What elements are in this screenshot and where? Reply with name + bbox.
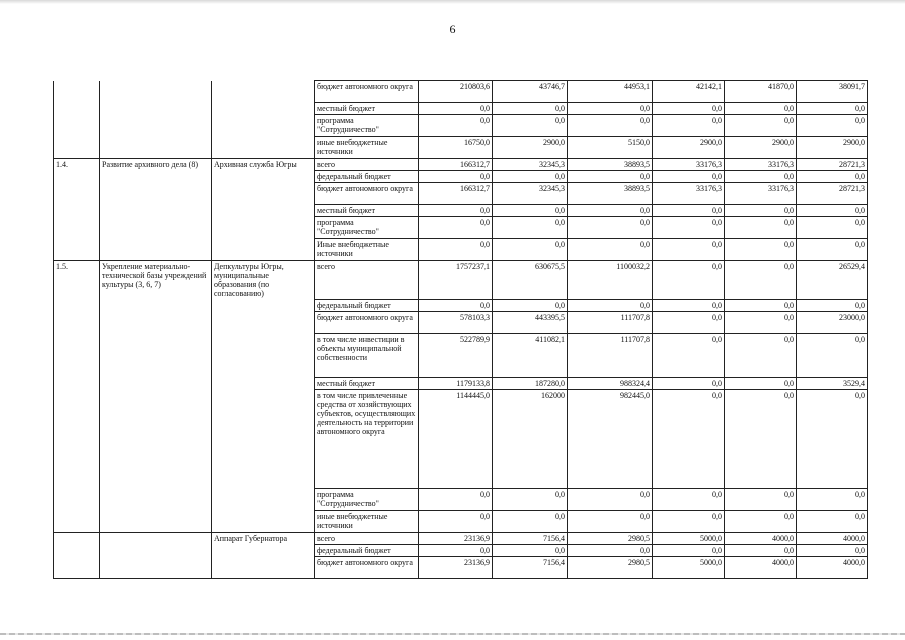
value-cell: 0,0: [493, 217, 568, 239]
value-cell: 7156,4: [493, 532, 568, 544]
value-cell: 210803,6: [419, 81, 493, 103]
value-cell: 4000,0: [797, 532, 868, 544]
value-cell: 33176,3: [653, 159, 725, 171]
value-cell: 0,0: [419, 299, 493, 311]
row-number: [54, 544, 100, 556]
row-executor: [212, 311, 315, 333]
row-number: 1.4.: [54, 159, 100, 171]
funding-source: всего: [315, 159, 419, 171]
value-cell: 0,0: [568, 239, 653, 261]
value-cell: 33176,3: [725, 183, 797, 205]
funding-source: в том числе инвестиции в объекты муниципальной собственности: [315, 333, 419, 377]
table-row: [54, 183, 868, 205]
value-cell: 411082,1: [493, 333, 568, 377]
value-cell: 0,0: [797, 103, 868, 115]
value-cell: 0,0: [797, 333, 868, 377]
row-name: [100, 81, 212, 103]
value-cell: 43746,7: [493, 81, 568, 103]
row-name: [100, 377, 212, 389]
value-cell: 0,0: [725, 205, 797, 217]
row-name: [100, 488, 212, 510]
funding-source: Иные внебюджетные источники: [315, 239, 419, 261]
value-cell: 988324,4: [568, 377, 653, 389]
value-cell: 0,0: [493, 205, 568, 217]
row-name: [100, 137, 212, 159]
funding-source: бюджет автономного округа: [315, 556, 419, 578]
table-row: [54, 544, 868, 556]
value-cell: 1144445,0: [419, 389, 493, 488]
value-cell: 166312,7: [419, 183, 493, 205]
funding-source: всего: [315, 261, 419, 300]
table-row: [54, 115, 868, 137]
value-cell: 0,0: [419, 239, 493, 261]
row-executor: [212, 183, 315, 205]
value-cell: 33176,3: [653, 183, 725, 205]
value-cell: 0,0: [493, 103, 568, 115]
funding-source: федеральный бюджет: [315, 544, 419, 556]
value-cell: 38091,7: [797, 81, 868, 103]
row-number: [54, 217, 100, 239]
value-cell: 0,0: [797, 217, 868, 239]
value-cell: 0,0: [797, 299, 868, 311]
value-cell: 32345,3: [493, 159, 568, 171]
row-executor: [212, 115, 315, 137]
value-cell: 0,0: [653, 171, 725, 183]
value-cell: 0,0: [653, 311, 725, 333]
value-cell: 0,0: [725, 377, 797, 389]
value-cell: 32345,3: [493, 183, 568, 205]
value-cell: 0,0: [725, 239, 797, 261]
row-executor: [212, 217, 315, 239]
value-cell: 23000,0: [797, 311, 868, 333]
row-number: [54, 81, 100, 103]
funding-source: бюджет автономного округа: [315, 183, 419, 205]
value-cell: 0,0: [725, 171, 797, 183]
value-cell: 2900,0: [797, 137, 868, 159]
value-cell: 5000,0: [653, 556, 725, 578]
row-name: [100, 544, 212, 556]
value-cell: 41870,0: [725, 81, 797, 103]
row-executor: [212, 137, 315, 159]
funding-source: иные внебюджетные источники: [315, 510, 419, 532]
value-cell: 0,0: [797, 389, 868, 488]
row-number: [54, 171, 100, 183]
table-row: [54, 205, 868, 217]
row-executor: [212, 81, 315, 103]
row-executor: [212, 377, 315, 389]
row-executor: [212, 556, 315, 578]
funding-table: [53, 80, 868, 579]
value-cell: 0,0: [568, 171, 653, 183]
row-name: [100, 389, 212, 488]
funding-source: программа "Сотрудничество": [315, 488, 419, 510]
value-cell: 443395,5: [493, 311, 568, 333]
value-cell: 0,0: [419, 103, 493, 115]
value-cell: 0,0: [568, 103, 653, 115]
row-number: [54, 510, 100, 532]
funding-source: местный бюджет: [315, 103, 419, 115]
row-executor: Депкультуры Югры, муниципальные образования (по согласованию): [212, 261, 315, 300]
value-cell: 982445,0: [568, 389, 653, 488]
table-row: [54, 556, 868, 578]
value-cell: 23136,9: [419, 556, 493, 578]
value-cell: 0,0: [653, 389, 725, 488]
row-name: [100, 183, 212, 205]
value-cell: 166312,7: [419, 159, 493, 171]
row-number: [54, 103, 100, 115]
table-row: [54, 261, 868, 300]
row-number: [54, 299, 100, 311]
value-cell: 0,0: [653, 377, 725, 389]
value-cell: 0,0: [653, 510, 725, 532]
value-cell: 0,0: [493, 299, 568, 311]
row-executor: Архивная служба Югры: [212, 159, 315, 171]
funding-source: федеральный бюджет: [315, 171, 419, 183]
row-name: [100, 333, 212, 377]
value-cell: 1757237,1: [419, 261, 493, 300]
value-cell: 0,0: [725, 217, 797, 239]
row-number: 1.5.: [54, 261, 100, 300]
table-row: [54, 377, 868, 389]
value-cell: 0,0: [493, 544, 568, 556]
value-cell: 0,0: [493, 488, 568, 510]
row-number: [54, 377, 100, 389]
value-cell: 0,0: [797, 510, 868, 532]
funding-source: в том числе привлеченные средства от хозяйствующих субъектов, осуществляющих деятельность на территории автономного округа: [315, 389, 419, 488]
row-name: Развитие архивного дела (8): [100, 159, 212, 171]
value-cell: 0,0: [653, 333, 725, 377]
value-cell: 578103,3: [419, 311, 493, 333]
value-cell: 0,0: [653, 299, 725, 311]
value-cell: 0,0: [653, 261, 725, 300]
value-cell: 0,0: [568, 205, 653, 217]
table-row: [54, 239, 868, 261]
funding-source: иные внебюджетные источники: [315, 137, 419, 159]
row-number: [54, 488, 100, 510]
value-cell: 0,0: [653, 239, 725, 261]
value-cell: 0,0: [725, 261, 797, 300]
row-number: [54, 137, 100, 159]
row-number: [54, 389, 100, 488]
row-number: [54, 239, 100, 261]
value-cell: 0,0: [725, 103, 797, 115]
table-row: [54, 333, 868, 377]
value-cell: 2900,0: [653, 137, 725, 159]
funding-source: программа "Сотрудничество": [315, 217, 419, 239]
value-cell: 0,0: [653, 544, 725, 556]
row-name: [100, 103, 212, 115]
row-name: [100, 510, 212, 532]
value-cell: 0,0: [419, 171, 493, 183]
value-cell: 0,0: [419, 488, 493, 510]
value-cell: 0,0: [797, 205, 868, 217]
value-cell: 522789,9: [419, 333, 493, 377]
funding-source: федеральный бюджет: [315, 299, 419, 311]
value-cell: 38893,5: [568, 159, 653, 171]
row-executor: [212, 488, 315, 510]
value-cell: 16750,0: [419, 137, 493, 159]
funding-source: бюджет автономного округа: [315, 311, 419, 333]
row-name: [100, 532, 212, 544]
value-cell: 2980,5: [568, 556, 653, 578]
funding-source: программа "Сотрудничество": [315, 115, 419, 137]
value-cell: 4000,0: [725, 556, 797, 578]
row-executor: Аппарат Губернатора: [212, 532, 315, 544]
table-row: [54, 81, 868, 103]
value-cell: 162000: [493, 389, 568, 488]
row-executor: [212, 205, 315, 217]
value-cell: 44953,1: [568, 81, 653, 103]
value-cell: 0,0: [725, 488, 797, 510]
row-name: [100, 217, 212, 239]
table-row: [54, 299, 868, 311]
row-number: [54, 183, 100, 205]
value-cell: 0,0: [653, 205, 725, 217]
value-cell: 0,0: [725, 510, 797, 532]
row-executor: [212, 389, 315, 488]
row-number: [54, 556, 100, 578]
row-number: [54, 115, 100, 137]
row-executor: [212, 544, 315, 556]
table-row: [54, 137, 868, 159]
value-cell: 2900,0: [493, 137, 568, 159]
row-number: [54, 311, 100, 333]
row-name: [100, 205, 212, 217]
value-cell: 111707,8: [568, 311, 653, 333]
value-cell: 0,0: [653, 488, 725, 510]
table-row: [54, 532, 868, 544]
table-row: [54, 103, 868, 115]
funding-source: местный бюджет: [315, 377, 419, 389]
value-cell: 0,0: [419, 205, 493, 217]
value-cell: 0,0: [797, 115, 868, 137]
value-cell: 0,0: [419, 217, 493, 239]
table-row: [54, 389, 868, 488]
value-cell: 0,0: [797, 544, 868, 556]
table-row: [54, 171, 868, 183]
value-cell: 0,0: [725, 333, 797, 377]
value-cell: 0,0: [797, 239, 868, 261]
row-number: [54, 532, 100, 544]
value-cell: 0,0: [725, 299, 797, 311]
value-cell: 0,0: [493, 239, 568, 261]
row-executor: [212, 239, 315, 261]
value-cell: 23136,9: [419, 532, 493, 544]
value-cell: 1179133,8: [419, 377, 493, 389]
row-number: [54, 333, 100, 377]
value-cell: 630675,5: [493, 261, 568, 300]
value-cell: 0,0: [419, 544, 493, 556]
value-cell: 42142,1: [653, 81, 725, 103]
value-cell: 28721,3: [797, 159, 868, 171]
page-number: 6: [449, 22, 456, 36]
value-cell: 0,0: [493, 510, 568, 532]
value-cell: 0,0: [568, 299, 653, 311]
value-cell: 1100032,2: [568, 261, 653, 300]
table-row: [54, 217, 868, 239]
value-cell: 0,0: [725, 115, 797, 137]
value-cell: 0,0: [797, 171, 868, 183]
value-cell: 0,0: [653, 103, 725, 115]
value-cell: 2980,5: [568, 532, 653, 544]
value-cell: 0,0: [568, 510, 653, 532]
value-cell: 4000,0: [725, 532, 797, 544]
value-cell: 0,0: [725, 311, 797, 333]
row-name: [100, 299, 212, 311]
row-name: [100, 556, 212, 578]
value-cell: 0,0: [653, 217, 725, 239]
row-executor: [212, 171, 315, 183]
funding-source: местный бюджет: [315, 205, 419, 217]
table-row: [54, 159, 868, 171]
row-name: [100, 239, 212, 261]
value-cell: 28721,3: [797, 183, 868, 205]
value-cell: 0,0: [568, 115, 653, 137]
row-executor: [212, 103, 315, 115]
value-cell: 0,0: [419, 115, 493, 137]
row-executor: [212, 510, 315, 532]
value-cell: 4000,0: [797, 556, 868, 578]
funding-source: всего: [315, 532, 419, 544]
value-cell: 0,0: [725, 389, 797, 488]
value-cell: 0,0: [568, 544, 653, 556]
value-cell: 0,0: [725, 544, 797, 556]
value-cell: 0,0: [568, 217, 653, 239]
value-cell: 0,0: [568, 488, 653, 510]
value-cell: 0,0: [493, 171, 568, 183]
row-number: [54, 205, 100, 217]
value-cell: 0,0: [797, 488, 868, 510]
value-cell: 5000,0: [653, 532, 725, 544]
table-row: [54, 488, 868, 510]
row-executor: [212, 299, 315, 311]
value-cell: 111707,8: [568, 333, 653, 377]
value-cell: 2900,0: [725, 137, 797, 159]
row-name: [100, 311, 212, 333]
row-name: [100, 115, 212, 137]
row-name: [100, 171, 212, 183]
value-cell: 187280,0: [493, 377, 568, 389]
value-cell: 5150,0: [568, 137, 653, 159]
value-cell: 0,0: [493, 115, 568, 137]
value-cell: 26529,4: [797, 261, 868, 300]
value-cell: 0,0: [419, 510, 493, 532]
scan-edge-bottom: [0, 633, 905, 635]
table-row: [54, 311, 868, 333]
value-cell: 33176,3: [725, 159, 797, 171]
scan-edge-top: [0, 0, 905, 4]
row-name: Укрепление материально-технической базы учреждений культуры (3, 6, 7): [100, 261, 212, 300]
funding-source: бюджет автономного округа: [315, 81, 419, 103]
value-cell: 7156,4: [493, 556, 568, 578]
value-cell: 3529,4: [797, 377, 868, 389]
value-cell: 0,0: [653, 115, 725, 137]
value-cell: 38893,5: [568, 183, 653, 205]
table-row: [54, 510, 868, 532]
row-executor: [212, 333, 315, 377]
